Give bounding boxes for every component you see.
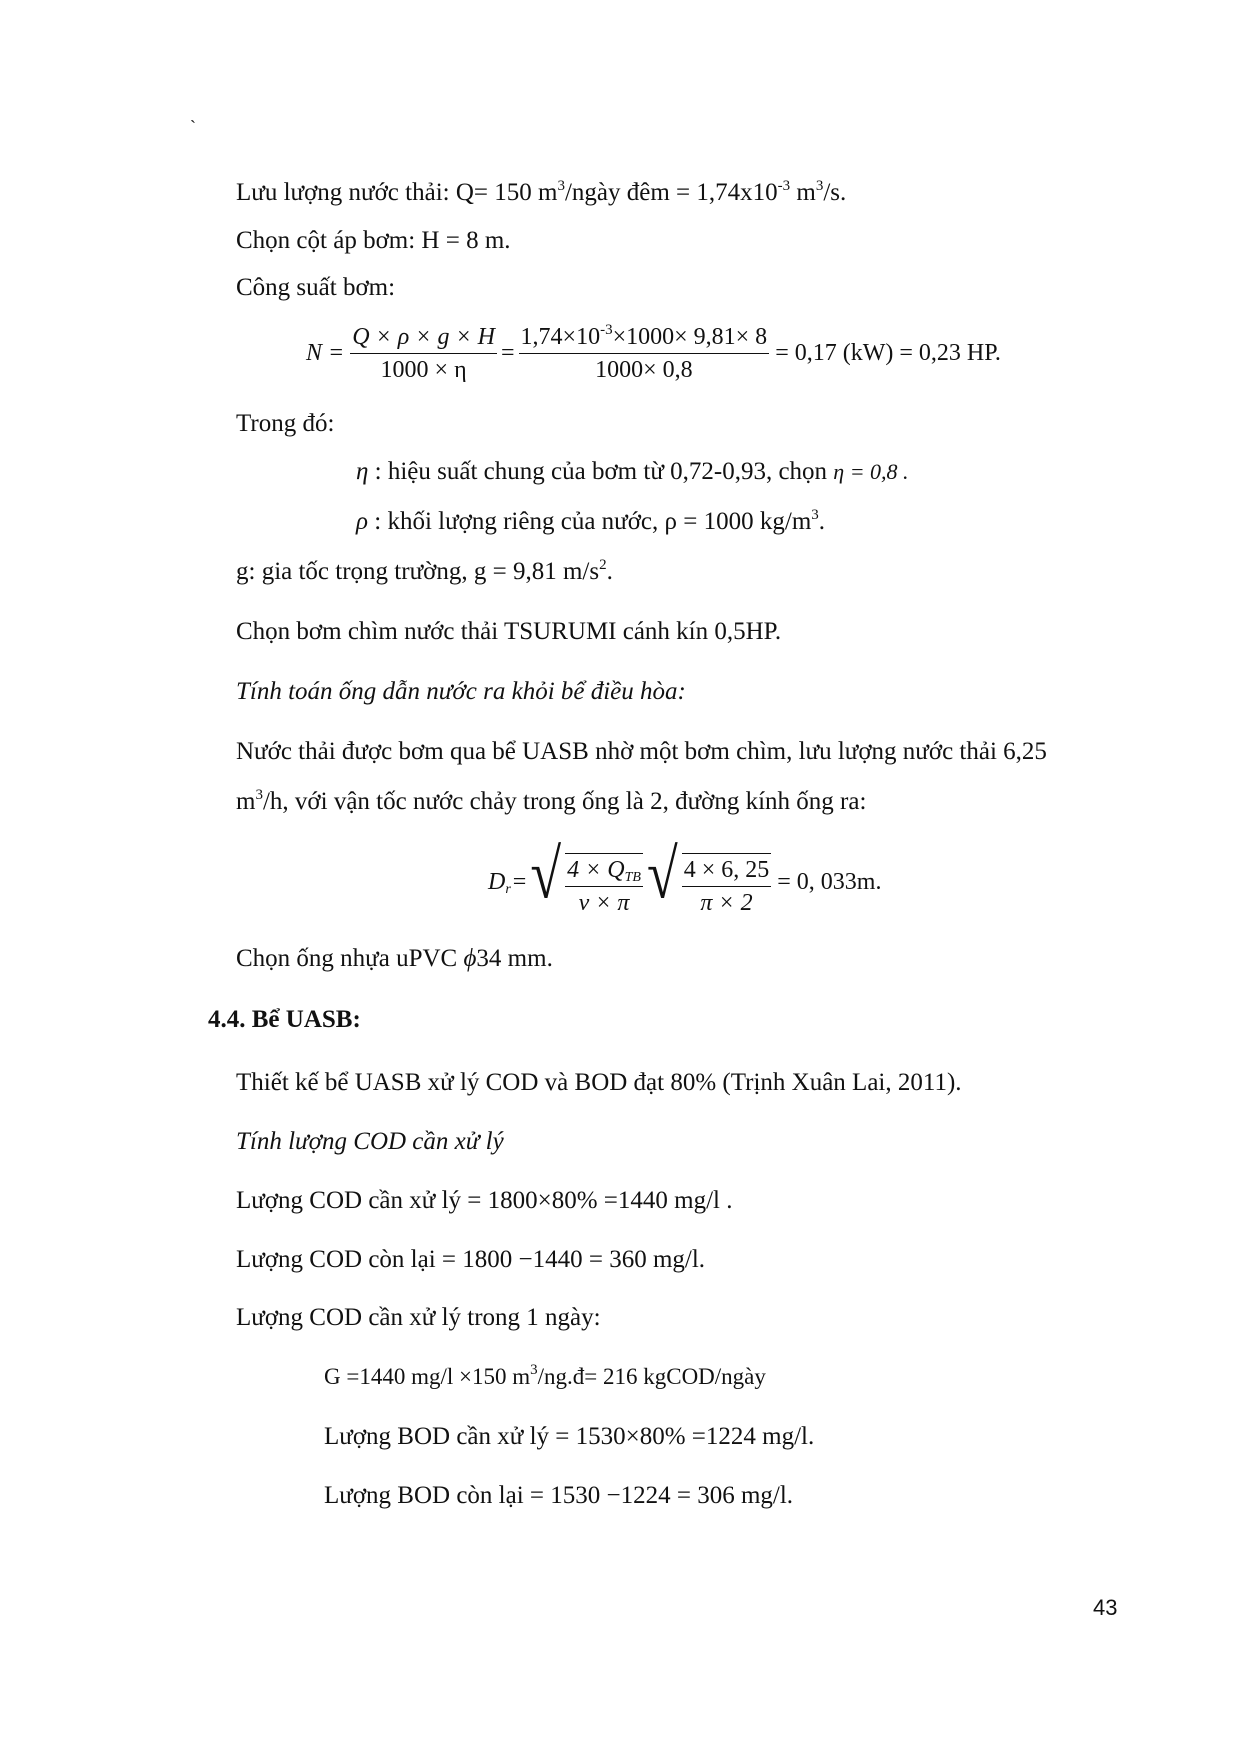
flow-text-b: /ngày đêm = 1,74x10 bbox=[564, 179, 778, 206]
sqrt-numeric bbox=[646, 835, 771, 918]
stray-tick-mark: ` bbox=[190, 117, 196, 137]
diameter-f1-den: v × π bbox=[578, 890, 630, 917]
power-equals: = bbox=[500, 339, 515, 366]
diameter-result: = 0, 033m. bbox=[777, 868, 882, 895]
power-fraction-symbolic bbox=[350, 323, 497, 384]
pump-power-label: Công suất bơm: bbox=[236, 274, 396, 301]
pipe-text2-a: m bbox=[236, 788, 256, 815]
cod-treated-line: Lượng COD cần xử lý = 1800×80% =1440 mg/l . bbox=[236, 1187, 733, 1214]
flow-text-a: Lưu lượng nước thải: Q= 150 m bbox=[236, 179, 558, 206]
g-eq-b: /ng.đ= 216 kgCOD/ngày bbox=[537, 1364, 766, 1389]
diameter-fraction-symbolic bbox=[565, 856, 643, 917]
gravity-definition bbox=[236, 557, 613, 587]
cod-daily-equation bbox=[324, 1362, 766, 1392]
diameter-f1-num bbox=[565, 856, 643, 887]
power-f2-num-sup: -3 bbox=[600, 321, 613, 338]
power-f2-num bbox=[519, 323, 770, 354]
eta-value: η = 0,8 . bbox=[833, 459, 909, 484]
eta-definition bbox=[356, 457, 909, 487]
pipe-text2-sup: 3 bbox=[255, 787, 263, 803]
cod-daily-label: Lượng COD cần xử lý trong 1 ngày: bbox=[236, 1304, 601, 1331]
diameter-f1-num-text: 4 × Q bbox=[567, 857, 625, 884]
sqrt-symbolic bbox=[530, 835, 643, 918]
diameter-f2-num: 4 × 6, 25 bbox=[682, 856, 772, 887]
power-fraction-numeric bbox=[519, 323, 770, 384]
power-result: = 0,17 (kW) = 0,23 HP. bbox=[775, 339, 1001, 366]
where-label: Trong đó: bbox=[236, 410, 335, 437]
bod-remaining-line: Lượng BOD còn lại = 1530 −1224 = 306 mg/l. bbox=[324, 1482, 794, 1509]
flow-rate-line bbox=[236, 178, 846, 208]
sqrt-icon: √ bbox=[646, 835, 678, 914]
diameter-lhs-letter: D bbox=[488, 868, 506, 895]
pipe-choice bbox=[236, 944, 553, 974]
section-title: 4.4. Bể UASB: bbox=[208, 1006, 361, 1033]
power-f2-num-b: ×1000× 9,81× 8 bbox=[612, 323, 768, 350]
uasb-design-line: Thiết kế bể UASB xử lý COD và BOD đạt 80% (Trịnh Xuân Lai, 2011). bbox=[236, 1069, 962, 1096]
eta-symbol: η bbox=[356, 458, 369, 485]
rho-symbol: ρ bbox=[356, 508, 368, 535]
pipe-choice-a: Chọn ống nhựa uPVC bbox=[236, 945, 464, 972]
diameter-f1-num-sub: TB bbox=[624, 870, 641, 886]
power-f2-den: 1000× 0,8 bbox=[595, 356, 693, 383]
g-eq-a: G =1440 mg/l ×150 m bbox=[324, 1364, 531, 1389]
rho-end: . bbox=[818, 508, 826, 535]
diameter-lhs-sub: r bbox=[505, 881, 511, 897]
rho-value: ρ = 1000 kg/m bbox=[664, 508, 812, 535]
pipe-text-line-1: Nước thải được bơm qua bể UASB nhờ một bơm chìm, lưu lượng nước thải 6,25 bbox=[236, 738, 1047, 765]
diameter-equation bbox=[488, 835, 882, 922]
diameter-f2-den: π × 2 bbox=[700, 890, 753, 917]
pump-power-equation bbox=[306, 322, 1001, 384]
eta-text: : hiệu suất chung của bơm từ 0,72-0,93, chọn bbox=[368, 458, 834, 485]
flow-text-d: /s. bbox=[823, 179, 847, 206]
diameter-equals: = bbox=[512, 868, 527, 895]
flow-text-c: m bbox=[790, 179, 816, 206]
page-number: 43 bbox=[1093, 1595, 1118, 1620]
flow-sup-1: 3 bbox=[557, 178, 565, 194]
pump-choice: Chọn bơm chìm nước thải TSURUMI cánh kín 0,5HP. bbox=[236, 618, 782, 645]
gravity-sup: 2 bbox=[599, 557, 607, 573]
pipe-choice-b: 34 mm. bbox=[476, 945, 553, 972]
cod-heading: Tính lượng COD cần xử lý bbox=[236, 1128, 504, 1155]
cod-remaining-line: Lượng COD còn lại = 1800 −1440 = 360 mg/l. bbox=[236, 1246, 706, 1273]
power-f2-num-a: 1,74×10 bbox=[520, 323, 601, 350]
flow-sup-2: -3 bbox=[777, 178, 791, 194]
sqrt-numeric-body bbox=[682, 853, 772, 917]
pipe-text-line-2 bbox=[236, 787, 866, 817]
phi-symbol: ϕ bbox=[463, 945, 477, 972]
power-f1-den: 1000 × η bbox=[380, 356, 467, 383]
flow-sup-3: 3 bbox=[815, 178, 824, 194]
power-lhs: N = bbox=[306, 339, 345, 366]
sqrt-icon: √ bbox=[530, 835, 562, 914]
gravity-text: g: gia tốc trọng trường, g = 9,81 m/s bbox=[236, 558, 600, 585]
pipe-heading: Tính toán ống dẫn nước ra khỏi bể điều hòa: bbox=[236, 678, 686, 705]
pump-head-line: Chọn cột áp bơm: H = 8 m. bbox=[236, 227, 511, 254]
bod-treated-line: Lượng BOD cần xử lý = 1530×80% =1224 mg/l. bbox=[324, 1423, 815, 1450]
diameter-fraction-numeric bbox=[682, 856, 772, 917]
diameter-lhs bbox=[488, 869, 511, 896]
sqrt-symbolic-body bbox=[565, 853, 643, 917]
rho-definition bbox=[356, 507, 825, 537]
g-eq-sup: 3 bbox=[530, 1362, 538, 1378]
power-f1-num: Q × ρ × g × H bbox=[350, 323, 497, 354]
rho-sup: 3 bbox=[811, 507, 819, 523]
rho-text: : khối lượng riêng của nước, bbox=[368, 508, 665, 535]
pipe-text2-b: /h, với vận tốc nước chảy trong ống là 2, đường kính ống ra: bbox=[262, 788, 867, 815]
gravity-end: . bbox=[606, 558, 613, 585]
